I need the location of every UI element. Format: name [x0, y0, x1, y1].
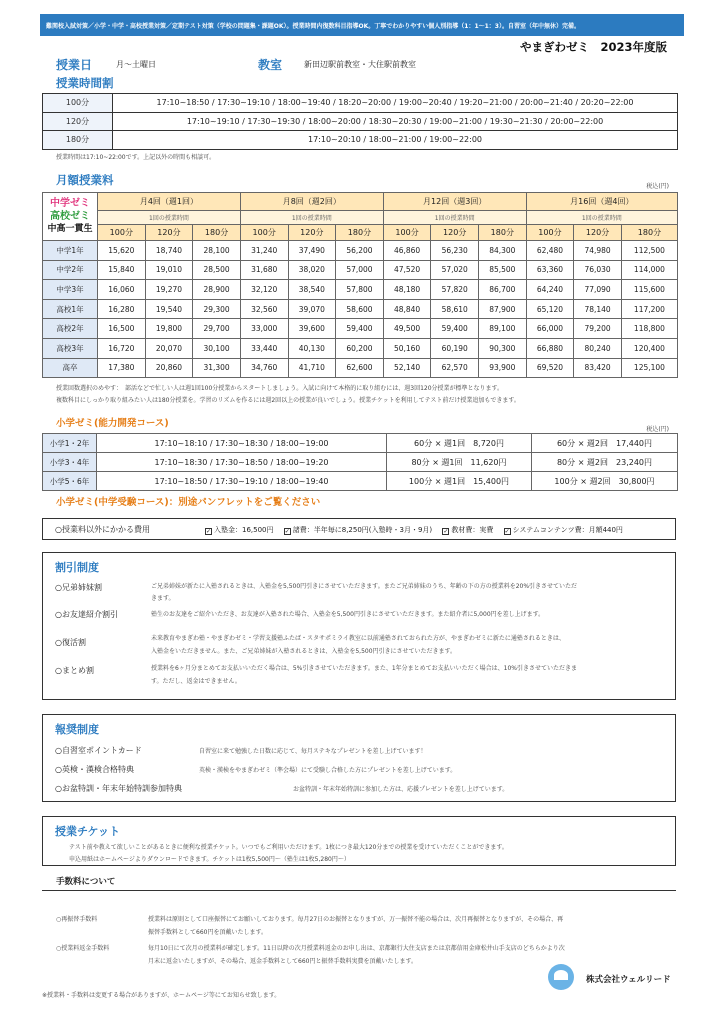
fee-grade: 中学1年: [43, 241, 98, 261]
fee-sub-header: 1回の授業時間: [240, 211, 383, 225]
fee-course-header: 月16回（週4回）: [526, 193, 677, 211]
elementary-fee-2: 100分 × 週2回 30,800円: [532, 472, 678, 491]
check-icon: ✓: [504, 528, 510, 535]
fee-cell: 47,520: [383, 260, 431, 280]
company-name: 株式会社ウェルリード: [586, 975, 671, 985]
fee-grade: 高卒: [43, 358, 98, 378]
fee-cell: 31,300: [193, 358, 241, 378]
fee-cell: 30,100: [193, 338, 241, 358]
discount-text-return-2: 入塾金をいただきません。また、ご兄弟姉妹が入塾されるときは、入塾金を5,500円引きにさせていただきます。: [151, 648, 457, 655]
fee-course-header: 月4回（週1回）: [98, 193, 241, 211]
fee-cell: 38,020: [288, 260, 336, 280]
fee-text-retransfer: 授業料は原則として口座振替にてお願いしております。毎月27日のお振替となりますが、万一振替不能の場合は、次月再振替となりますが、その場合、再: [148, 916, 564, 923]
elementary-grade: 小学3・4年: [43, 453, 97, 472]
fee-cell: 59,400: [431, 319, 479, 339]
fee-cell: 19,800: [145, 319, 193, 339]
fee-cell: 18,740: [145, 241, 193, 261]
fee-cell: 29,700: [193, 319, 241, 339]
fee-cell: 77,090: [574, 280, 622, 300]
fee-cell: 78,140: [574, 299, 622, 319]
fee-cell: 80,240: [574, 338, 622, 358]
fee-cell: 65,120: [526, 299, 574, 319]
elementary-fee-2: 60分 × 週2回 17,440円: [532, 434, 678, 453]
fee-cell: 39,600: [288, 319, 336, 339]
fee-cell: 66,880: [526, 338, 574, 358]
ticket-box: [42, 816, 676, 866]
elementary-grade: 小学1・2年: [43, 434, 97, 453]
fee-cell: 15,620: [98, 241, 146, 261]
fee-cell: 62,480: [526, 241, 574, 261]
elementary-fee-1: 100分 × 週1回 15,400円: [387, 472, 532, 491]
fees-divider: [42, 890, 676, 891]
class-day-label: 授業日: [56, 58, 93, 72]
fee-row: [43, 358, 678, 378]
elementary-row: [43, 472, 678, 491]
elementary-unit: 税込(円): [646, 426, 669, 433]
fee-cell: 66,000: [526, 319, 574, 339]
fee-cell: 62,570: [431, 358, 479, 378]
fee-cell: 69,520: [526, 358, 574, 378]
elementary-table: [42, 433, 678, 491]
fee-cell: 120,400: [621, 338, 677, 358]
timetable-note: 授業時間は17:10~22:00です。上記以外の時間も相談可。: [56, 154, 216, 161]
fee-minutes-header: 120分: [145, 225, 193, 241]
fee-cell: 38,540: [288, 280, 336, 300]
fee-cell: 58,600: [336, 299, 384, 319]
fee-cell: 57,800: [336, 280, 384, 300]
discount-text-return: 未来教育やまぎわ塾・やまぎわゼミ・学習支援塾ふたば・スタサポミライ教室に以前通塾されておられた方が、やまぎわゼミに新たに通塾されるときは、: [151, 635, 565, 642]
fee-note-1: 授業回数選択のめやす： 部活などで忙しい人は週1回100分授業からスタートしましょう。入試に向けて本格的に取り組むには、週3回120分授業が標準となります。: [56, 385, 504, 392]
elementary-times: 17:10~18:50 / 17:30~19:10 / 18:00~19:40: [97, 472, 387, 491]
discount-text-bulk-2: す。ただし、返金はできません。: [151, 678, 241, 685]
fee-cell: 63,360: [526, 260, 574, 280]
label-integrated: 中高一貫生: [47, 224, 93, 234]
label-senior: 高校ゼミ: [50, 211, 90, 222]
fee-cell: 19,010: [145, 260, 193, 280]
fee-cell: 32,560: [240, 299, 288, 319]
top-banner: 難関校入試対策／小学・中学・高校授業対策／定期テスト対策（学校の問題集・課題OK）。授業時間内復数科目指導OK。丁寧でわかりやすい個人別指導（1：1～1：3）。自習室（年中無休）完備。: [40, 14, 684, 36]
fee-cell: 41,710: [288, 358, 336, 378]
fee-cell: 59,400: [336, 319, 384, 339]
fee-cell: 19,540: [145, 299, 193, 319]
elementary-row: [43, 453, 678, 472]
fee-cell: 112,500: [621, 241, 677, 261]
fee-cell: 48,840: [383, 299, 431, 319]
discount-label-return: ○復活割: [55, 638, 86, 647]
fee-cell: 48,180: [383, 280, 431, 300]
fee-cell: 64,240: [526, 280, 574, 300]
fee-text-refund-2: 月末に返金いたしますが、その場合、返金手数料として660円と振替手数料実費を頂戴いたします。: [148, 958, 417, 965]
fee-cell: 31,680: [240, 260, 288, 280]
fee-cell: 32,120: [240, 280, 288, 300]
fee-cell: 19,270: [145, 280, 193, 300]
fee-sub-header: 1回の授業時間: [98, 211, 241, 225]
discount-label-sibling: ○兄弟姉妹割: [55, 583, 102, 592]
discount-text-referral: 塾生のお友達をご紹介いただき、お友達が入塾された場合、入塾金を5,500円引きにさせていただきます。また紹介者に5,000円を差し上げます。: [151, 611, 545, 618]
fee-course-header: 月12回（週3回）: [383, 193, 526, 211]
fee-note-2: 複数科目にしっかり取り組みたい人は180分授業を。学習のリズムを作るには週2回以上の授業が良いでしょう。授業チケットを利用してテスト前だけ授業追加もできます。: [56, 397, 520, 404]
elementary-fee-1: 60分 × 週1回 8,720円: [387, 434, 532, 453]
timetable: [42, 93, 678, 150]
fee-cell: 114,000: [621, 260, 677, 280]
other-costs-items: ✓ 入塾金：16,500円 ✓ 諸費：半年毎に8,250円(入塾時・3月・9月) ✓ 教材費：実費 ✓ システムコンテンツ費：月額440円: [206, 526, 623, 535]
timetable-row: [43, 131, 678, 150]
check-icon: ✓: [284, 528, 290, 535]
fee-cell: 37,490: [288, 241, 336, 261]
fee-cell: 79,200: [574, 319, 622, 339]
timetable-duration: 180分: [43, 131, 113, 150]
fee-cell: 28,100: [193, 241, 241, 261]
fee-table: [42, 192, 678, 378]
fee-cell: 74,980: [574, 241, 622, 261]
fee-cell: 34,760: [240, 358, 288, 378]
fee-cell: 60,200: [336, 338, 384, 358]
timetable-duration: 120分: [43, 112, 113, 131]
elementary-grade: 小学5・6年: [43, 472, 97, 491]
fee-cell: 46,860: [383, 241, 431, 261]
fee-cell: 16,280: [98, 299, 146, 319]
other-costs-box: [42, 518, 676, 540]
reward-label-special: ○お盆特訓・年末年始特訓参加特典: [55, 784, 182, 793]
fee-cell: 33,000: [240, 319, 288, 339]
fee-grade: 高校2年: [43, 319, 98, 339]
footnote: ※授業料・手数料は変更する場合がありますが、ホームページ等にてお知らせ致します。: [42, 992, 281, 999]
fee-cell: 16,500: [98, 319, 146, 339]
timetable-title: 授業時間割: [56, 76, 114, 90]
fee-sub-header: 1回の授業時間: [526, 211, 677, 225]
fee-cell: 90,300: [479, 338, 527, 358]
ticket-text-2: 申込用紙はホームページよりダウンロードできます。チケットは1枚5,500円～（塾生は1枚5,280円～）: [69, 856, 350, 863]
fee-unit: 税込(円): [646, 183, 669, 190]
fee-cell: 115,600: [621, 280, 677, 300]
timetable-row: [43, 94, 678, 113]
fee-text-refund: 毎月10日にて次月の授業料が確定します。11日以降の次月授業料返金のお申し出は、京都銀行大住支店または京都信用金庫松井山手支店のどちらかより次: [148, 945, 565, 952]
fee-cell: 31,240: [240, 241, 288, 261]
fee-cell: 40,130: [288, 338, 336, 358]
fee-cell: 117,200: [621, 299, 677, 319]
discount-box: [42, 552, 676, 700]
fee-minutes-header: 180分: [479, 225, 527, 241]
fee-label-refund: ○授業料返金手数料: [56, 945, 110, 952]
fee-cell: 93,900: [479, 358, 527, 378]
other-costs-label: ○授業料以外にかかる費用: [55, 525, 150, 534]
fee-cell: 28,900: [193, 280, 241, 300]
fee-cell: 86,700: [479, 280, 527, 300]
fee-minutes-header: 180分: [621, 225, 677, 241]
ticket-text-1: テスト前や教えて欲しいことがあるときに便利な授業チケット。いつでもご利用いただけます。1枚につき最大120分までの授業を受けていただくことができます。: [69, 844, 508, 851]
elementary-title: 小学ゼミ(能力開発コース): [56, 418, 169, 429]
fee-minutes-header: 180分: [193, 225, 241, 241]
discount-title: 割引制度: [55, 561, 99, 574]
fee-corner-label: [43, 193, 98, 241]
fee-grade: 中学2年: [43, 260, 98, 280]
fee-cell: 56,230: [431, 241, 479, 261]
fee-cell: 57,820: [431, 280, 479, 300]
fee-cell: 50,160: [383, 338, 431, 358]
fee-minutes-header: 100分: [383, 225, 431, 241]
reward-text-exam: 英検・漢検をやまぎわゼミ（準会場）にて受験し合格した方にプレゼントを差し上げています。: [199, 767, 457, 774]
elementary-row: [43, 434, 678, 453]
fee-grade: 高校1年: [43, 299, 98, 319]
fee-row: [43, 299, 678, 319]
fee-text-retransfer-2: 振替手数料として660円を頂戴いたします。: [148, 929, 267, 936]
timetable-duration: 100分: [43, 94, 113, 113]
fee-cell: 15,840: [98, 260, 146, 280]
discount-text-bulk: 授業料を6ヶ月分まとめてお支払いいただく場合は、5%引きさせていただきます。また、1年分まとめてお支払いいただく場合は、10%引きさせていただきま: [151, 665, 578, 672]
fee-grade: 中学3年: [43, 280, 98, 300]
classroom-value: 新田辺駅前教室・大住駅前教室: [304, 60, 416, 69]
fee-cell: 87,900: [479, 299, 527, 319]
company-logo-icon: [548, 964, 574, 990]
fee-cell: 52,140: [383, 358, 431, 378]
ticket-title: 授業チケット: [55, 825, 121, 838]
fee-cell: 16,720: [98, 338, 146, 358]
fee-cell: 89,100: [479, 319, 527, 339]
fee-cell: 29,300: [193, 299, 241, 319]
reward-title: 報奨制度: [55, 723, 99, 736]
classroom-label: 教室: [258, 58, 283, 72]
timetable-row: [43, 112, 678, 131]
fee-minutes-header: 120分: [288, 225, 336, 241]
exam-course-title: 小学ゼミ(中学受験コース)：別途パンフレットをご覧ください: [56, 497, 321, 508]
fee-row: [43, 280, 678, 300]
check-icon: ✓: [443, 528, 449, 535]
reward-text-point: 自習室に来て勉強した日数に応じて、毎月ステキなプレゼントを差し上げています！: [199, 748, 427, 755]
fee-minutes-header: 100分: [240, 225, 288, 241]
timetable-slots: 17:10~19:10 / 17:30~19:30 / 18:00~20:00 / 18:30~20:30 / 19:00~21:00 / 19:30~21:30 / 20:00~22:00: [113, 112, 678, 131]
reward-box: [42, 714, 676, 802]
timetable-slots: 17:10~18:50 / 17:30~19:10 / 18:00~19:40 / 18:20~20:00 / 19:00~20:40 / 19:20~21:00 / 20:00~21:40 / 20:20~22:00: [113, 94, 678, 113]
fee-cell: 76,030: [574, 260, 622, 280]
fee-row: [43, 319, 678, 339]
fee-minutes-header: 120分: [574, 225, 622, 241]
fee-header-row: [43, 193, 678, 211]
fee-row: [43, 338, 678, 358]
fee-cell: 57,020: [431, 260, 479, 280]
reward-label-exam: ○英検・漢検合格特典: [55, 765, 134, 774]
discount-text-sibling: ご兄弟姉妹が新たに入塾されるときは、入塾金を5,500円引きにさせていただきます。またご兄弟姉妹のうち、年齢の下の方の授業料を20%引きさせていただ: [151, 583, 578, 590]
fee-minutes-header: 100分: [98, 225, 146, 241]
discount-label-referral: ○お友達紹介割引: [55, 610, 118, 619]
discount-text-sibling-2: きます。: [151, 595, 175, 602]
label-junior: 中学ゼミ: [50, 198, 90, 209]
fee-course-header: 月8回（週2回）: [240, 193, 383, 211]
fee-grade: 高校3年: [43, 338, 98, 358]
reward-text-special: お盆特訓・年末年始特訓に参加した方は、応援プレゼントを差し上げています。: [293, 786, 509, 793]
fee-cell: 20,860: [145, 358, 193, 378]
fee-row: [43, 260, 678, 280]
elementary-times: 17:10~18:30 / 17:30~18:50 / 18:00~19:20: [97, 453, 387, 472]
fee-cell: 84,300: [479, 241, 527, 261]
fee-cell: 56,200: [336, 241, 384, 261]
fee-cell: 28,500: [193, 260, 241, 280]
fee-row: [43, 241, 678, 261]
fee-cell: 83,420: [574, 358, 622, 378]
fee-cell: 16,060: [98, 280, 146, 300]
fee-subheader-row: [43, 211, 678, 225]
class-day-value: 月～土曜日: [116, 60, 156, 69]
fee-cell: 17,380: [98, 358, 146, 378]
fee-cell: 118,800: [621, 319, 677, 339]
fee-cell: 33,440: [240, 338, 288, 358]
fee-label-retransfer: ○再振替手数料: [56, 916, 98, 923]
timetable-slots: 17:10~20:10 / 18:00~21:00 / 19:00~22:00: [113, 131, 678, 150]
fee-cell: 62,600: [336, 358, 384, 378]
fee-minutes-row: [43, 225, 678, 241]
fee-cell: 58,610: [431, 299, 479, 319]
fee-sub-header: 1回の授業時間: [383, 211, 526, 225]
fee-cell: 49,500: [383, 319, 431, 339]
fee-cell: 85,500: [479, 260, 527, 280]
fee-minutes-header: 120分: [431, 225, 479, 241]
reward-label-point: ○自習室ポイントカード: [55, 746, 142, 755]
elementary-fee-2: 80分 × 週2回 23,240円: [532, 453, 678, 472]
fee-cell: 20,070: [145, 338, 193, 358]
check-icon: ✓: [206, 528, 212, 535]
elementary-fee-1: 80分 × 週1回 11,620円: [387, 453, 532, 472]
fee-minutes-header: 180分: [336, 225, 384, 241]
fee-cell: 57,000: [336, 260, 384, 280]
discount-label-bulk: ○まとめ割: [55, 666, 94, 675]
fee-minutes-header: 100分: [526, 225, 574, 241]
fee-title: 月額授業料: [56, 173, 114, 187]
elementary-times: 17:10~18:10 / 17:30~18:30 / 18:00~19:00: [97, 434, 387, 453]
fee-cell: 60,190: [431, 338, 479, 358]
fee-cell: 125,100: [621, 358, 677, 378]
fee-cell: 39,070: [288, 299, 336, 319]
brand-title: やまぎわゼミ 2023年度版: [519, 40, 667, 54]
fees-title: 手数料について: [56, 877, 116, 887]
